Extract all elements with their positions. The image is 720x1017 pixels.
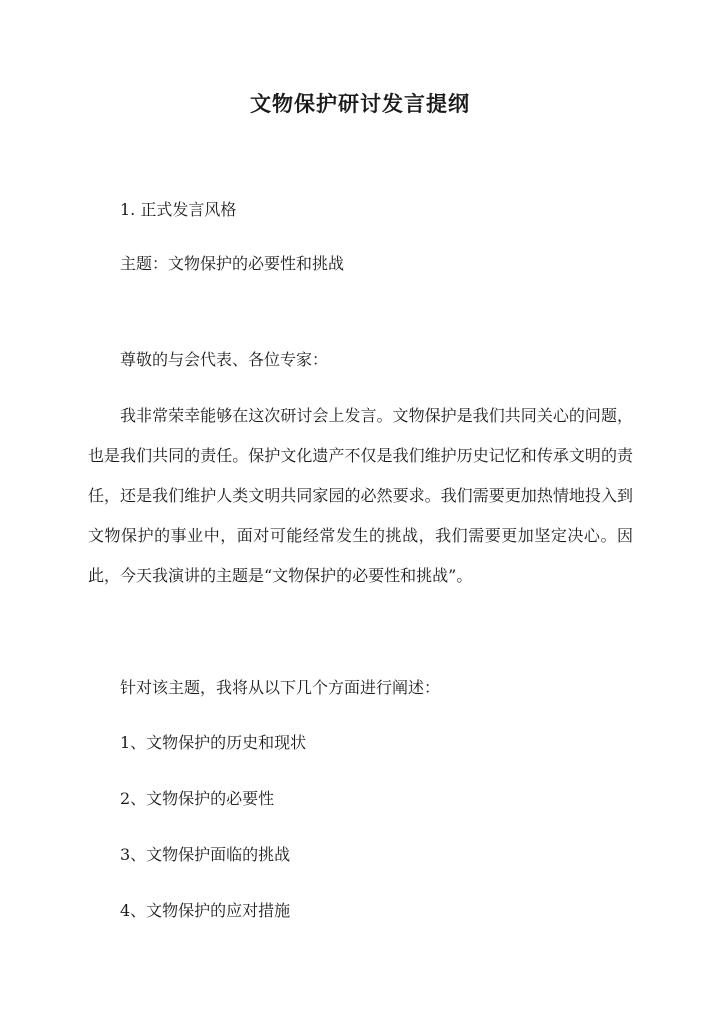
body-paragraph: 我非常荣幸能够在这次研讨会上发言。文物保护是我们共同关心的问题，也是我们共同的责任。保护文化遗产不仅是我们维护历史记忆和传承文明的责任，还是我们维护人类文明共同家园的必然要求。我们需要更加热情地投入到文物保护的事业中，面对可能经常发生的挑战，我们需要更加坚定决心。因此，今天我演讲的主题是“文物保护的必要性和挑战”。 <box>88 406 633 585</box>
document-title: 文物保护研讨发言提纲 <box>250 91 470 116</box>
outline-item: 3、文物保护面临的挑战 <box>120 845 291 864</box>
outline-item: 4、文物保护的应对措施 <box>120 901 291 920</box>
section-heading: 1. 正式发言风格 <box>120 200 237 219</box>
theme-line: 主题：文物保护的必要性和挑战 <box>120 254 345 273</box>
outline-item: 2、文物保护的必要性 <box>120 789 275 808</box>
salutation: 尊敬的与会代表、各位专家： <box>120 350 329 369</box>
outline-item: 1、文物保护的历史和现状 <box>120 733 307 752</box>
intro-line: 针对该主题，我将从以下几个方面进行阐述： <box>120 678 441 697</box>
